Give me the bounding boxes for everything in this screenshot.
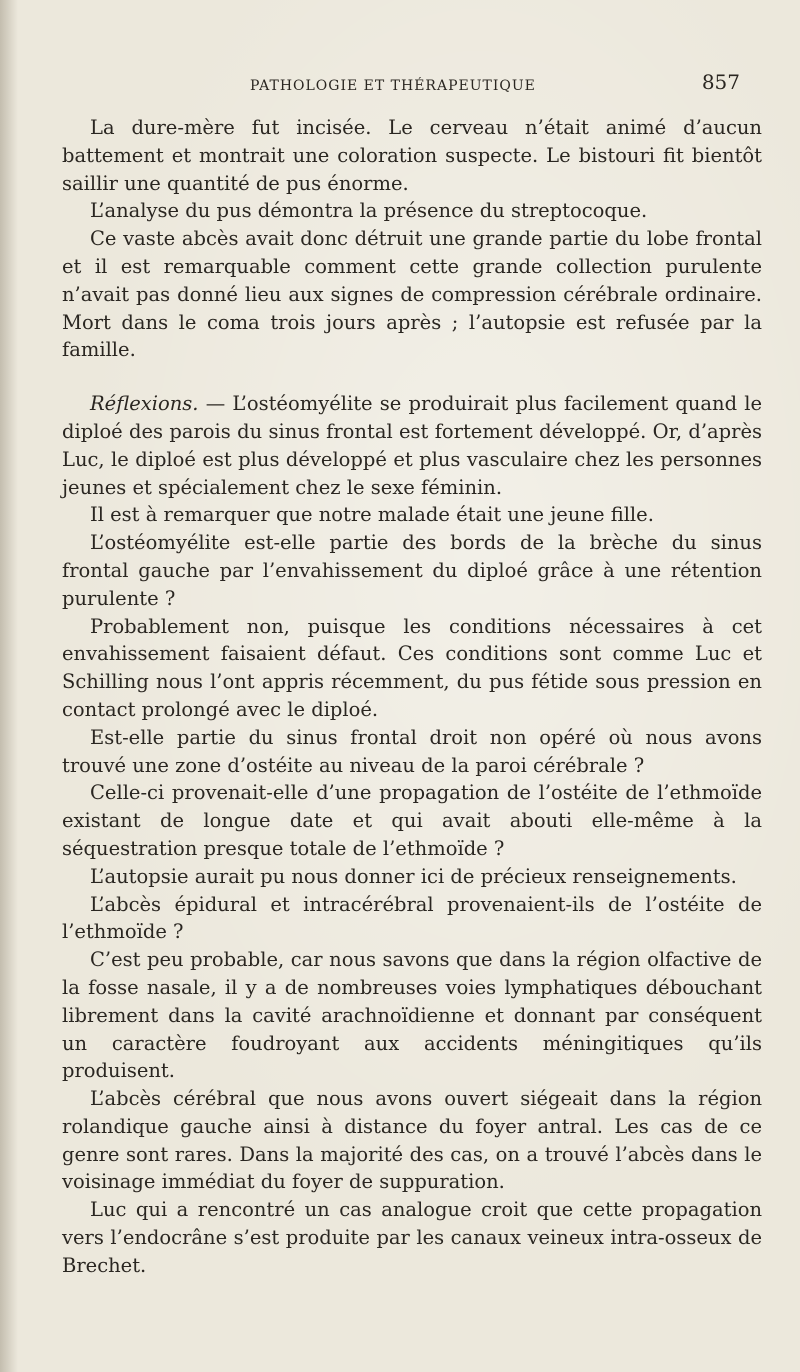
- paragraph-ethmoid-propagation: Celle-ci provenait-elle d’une propagation de l’ostéite de l’ethmoïde existant de longue date et qui avait abouti elle-même à la séquestration presque totale de l’ethmoïde ?: [62, 781, 762, 860]
- reflexions-text: — L’ostéomyélite se produirait plus facilement quand le diploé des parois du sinus frontal est fortement développé. Or, d’après Luc, le diploé est plus développé et plus vasculaire chez les personnes jeunes et spécialement chez le sexe féminin.: [62, 392, 762, 499]
- paragraph-young-girl: Il est à remarquer que notre malade était une jeune fille.: [90, 503, 654, 527]
- paragraph-right-sinus: Est-elle partie du sinus frontal droit non opéré où nous avons trouvé une zone d’ostéite au niveau de la paroi cérébrale ?: [62, 725, 762, 777]
- paragraph-pus-analysis: L’analyse du pus démontra la présence du streptocoque.: [90, 199, 648, 223]
- paragraph-abscess-extent: Ce vaste abcès avait donc détruit une grande partie du lobe frontal et il est remarquable comment cette grande collection purulente n’avait pas donné lieu aux signes de compression cérébrale ordinaire. Mort dans le coma trois jours après ; l’autopsie est refusée par la famille.: [62, 227, 762, 362]
- running-title: PATHOLOGIE ET THÉRAPEUTIQUE: [250, 78, 536, 94]
- paragraph-probably-not: Probablement non, puisque les conditions nécessaires à cet envahissement faisaient défaut. Ces conditions sont comme Luc et Schilling nous l’ont appris récemment, du pus fétide sous pression en contact prolongé avec le diploé.: [62, 614, 762, 721]
- reflexions-heading: Réflexions.: [90, 392, 199, 416]
- binding-shadow: [0, 0, 18, 1372]
- paragraph-luc-brechet: Luc qui a rencontré un cas analogue croit que cette propagation vers l’endocrâne s’est produite par les canaux veineux intra-osseux de Brechet.: [62, 1198, 762, 1277]
- body-text: [62, 114, 762, 1280]
- paragraph-epidural-abscess: L’abcès épidural et intracérébral provenaient-ils de l’ostéite de l’ethmoïde ?: [62, 892, 762, 944]
- paragraph-reflexions: [62, 390, 762, 501]
- paragraph-autopsy: L’autopsie aurait pu nous donner ici de précieux renseignements.: [90, 864, 737, 888]
- paragraph-cerebral-abscess: L’abcès cérébral que nous avons ouvert siégeait dans la région rolandique gauche ainsi à distance du foyer antral. Les cas de ce genre sont rares. Dans la majorité des cas, on a trouvé l’abcès dans le voisinage immédiat du foyer de suppuration.: [62, 1087, 762, 1194]
- paragraph-incision: La dure-mère fut incisée. Le cerveau n’était animé d’aucun battement et montrait une coloration suspecte. Le bistouri fit bientôt saillir une quantité de pus énorme.: [62, 116, 762, 195]
- page-number: 857: [701, 70, 740, 94]
- paragraph-osteomyelitis-question: L’ostéomyélite est-elle partie des bords de la brèche du sinus frontal gauche par l’envahissement du diploé grâce à une rétention purulente ?: [62, 531, 762, 610]
- page-header: [250, 70, 740, 100]
- paragraph-olfactory-region: C’est peu probable, car nous savons que dans la région olfactive de la fosse nasale, il y a de nombreuses voies lymphatiques débouchant librement dans la cavité arachnoïdienne et donnant par conséquent un caractère foudroyant aux accidents méningitiques qu’ils produisent.: [62, 948, 762, 1083]
